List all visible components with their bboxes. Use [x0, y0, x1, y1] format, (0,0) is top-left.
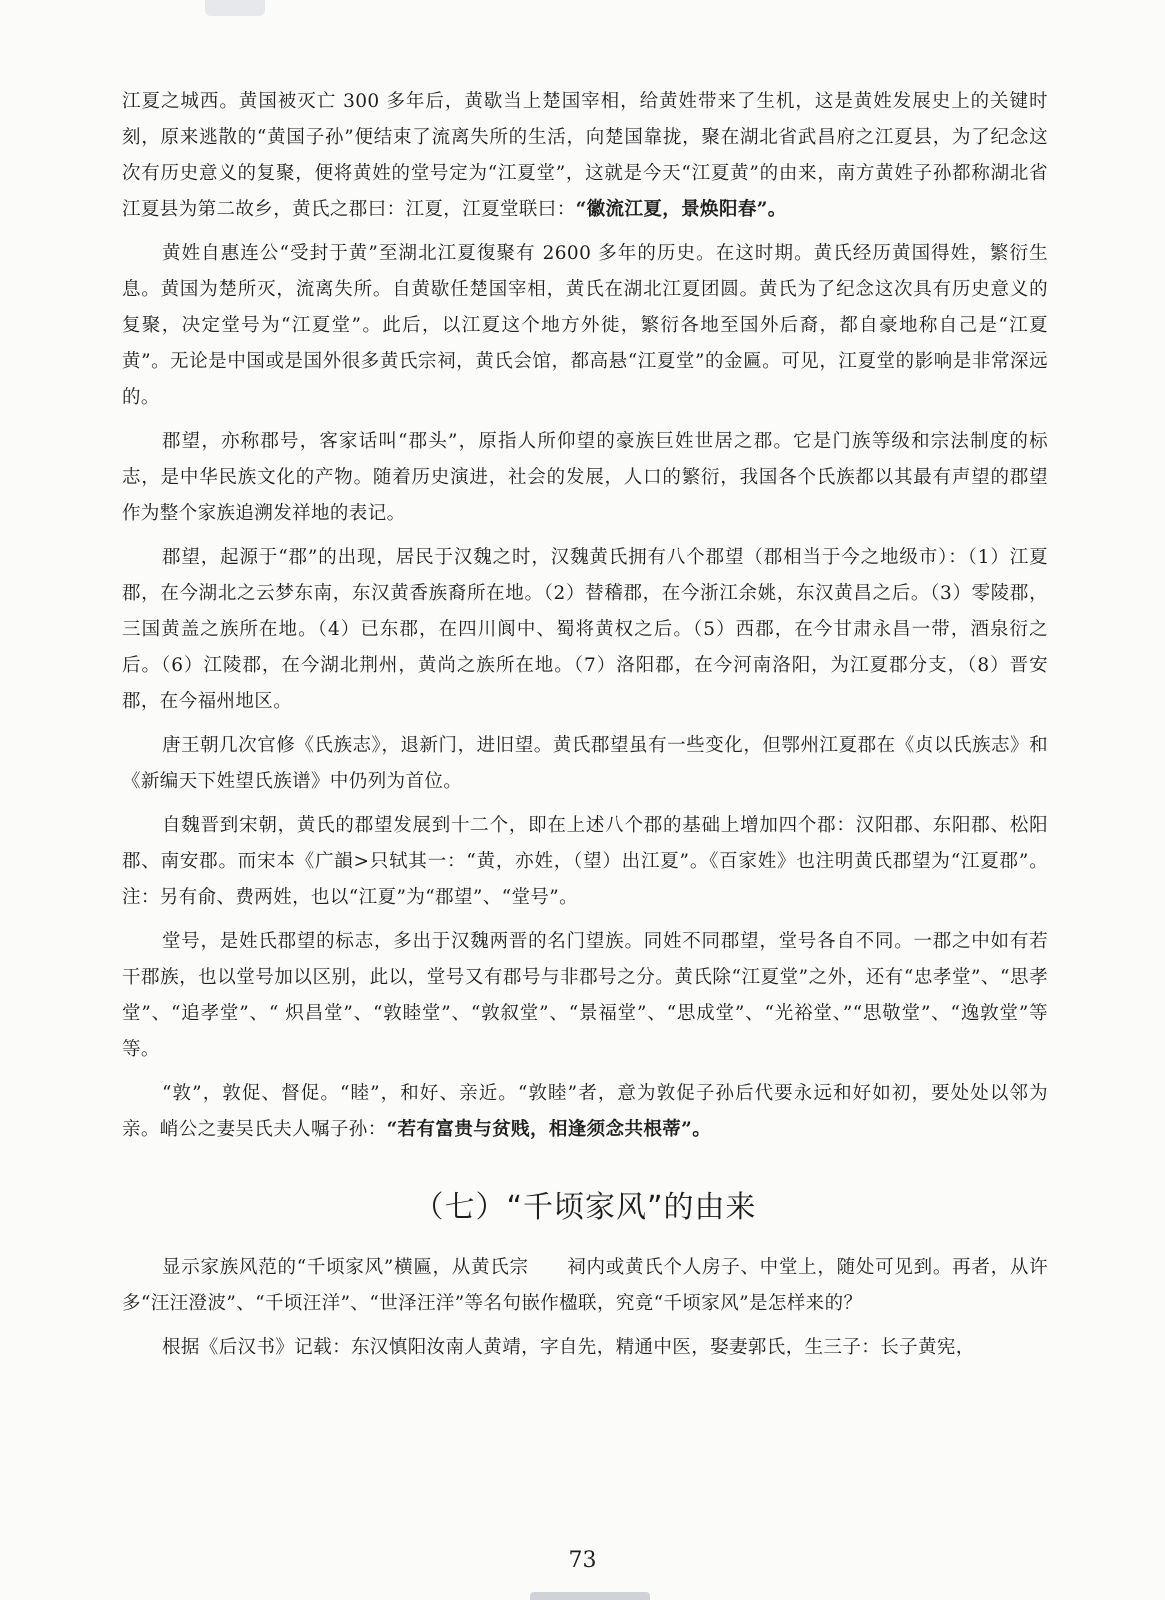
paragraph-text: 显示家族风范的“千顷家风”横匾，从黄氏宗 祠内或黄氏个人房子、中堂上，随处可见到。再者，从许多“汪汪澄波”、“千顷汪洋”、“世泽汪洋”等名句嵌作楹联，究竟“千顷家风”是怎样来的？	[122, 1257, 1048, 1314]
paragraph-text: 黄姓自惠连公“受封于黄”至湖北江夏復聚有 2600 多年的历史。在这时期。黄氏经历黄国得姓，繁衍生息。黄国为楚所灭，流离失所。自黄歇任楚国宰相，黄氏在湖北江夏团圆。黄氏为了纪念这次具有历史意义的复聚，决定堂号为“江夏堂”。此后，以江夏这个地方外徙，繁衍各地至国外后裔，都自豪地称自己是“江夏黄”。无论是中国或是国外很多黄氏宗祠，黄氏会馆，都高悬“江夏堂”的金匾。可见，江夏堂的影响是非常深远的。	[122, 243, 1048, 408]
paragraph-3	[122, 424, 1048, 532]
scan-artifact-bottom	[530, 1592, 650, 1600]
paragraph-1	[122, 84, 1048, 228]
paragraph-text: 自魏晋到宋朝，黄氏的郡望发展到十二个，即在上述八个郡的基础上增加四个郡：汉阳郡、东阳郡、松阳郡、南安郡。而宋本《广韻>只轼其一：“黄，亦姓，（望）出江夏”。《百家姓》也注明黄氏郡望为“江夏郡”。注：另有俞、费两姓，也以“江夏”为“郡望”、“堂号”。	[122, 815, 1048, 908]
paragraph-7	[122, 924, 1048, 1068]
paragraph-4	[122, 540, 1048, 720]
paragraph-9	[122, 1250, 1048, 1322]
ancestral-quote: “若有富贵与贫贱，相逢须念共根蒂”。	[386, 1119, 712, 1140]
paragraph-text: 堂号，是姓氏郡望的标志，多出于汉魏两晋的名门望族。同姓不同郡望，堂号各自不同。一郡之中如有若干郡族，也以堂号加以区别，此以，堂号又有郡号与非郡号之分。黄氏除“江夏堂”之外，还有“忠孝堂”、“思孝堂”、“追孝堂”、“ 炽昌堂”、“敦睦堂”、“敦叙堂”、“景福堂”、“思成堂”、“光裕堂、”“思敬堂”、“逸敦堂”等等。	[122, 931, 1048, 1060]
couplet-quote: “徽流江夏，景焕阳春”。	[575, 199, 787, 220]
paragraph-text: 郡望，起源于“郡”的出现，居民于汉魏之时，汉魏黄氏拥有八个郡望（郡相当于今之地级市）：（1）江夏郡，在今湖北之云梦东南，东汉黄香族裔所在地。（2）替稽郡，在今浙江余姚，东汉黄昌之后。（3）零陵郡，三国黄盖之族所在地。（4）已东郡，在四川阆中、蜀将黄权之后。（5）西郡，在今甘肃永昌一带，酒泉衍之后。（6）江陵郡，在今湖北荆州，黄尚之族所在地。（7）洛阳郡，在今河南洛阳，为江夏郡分支，（8）晋安郡，在今福州地区。	[122, 547, 1048, 712]
paragraph-2	[122, 236, 1048, 416]
paragraph-text: 唐王朝几次官修《氏族志》，退新门，进旧望。黄氏郡望虽有一些变化，但鄂州江夏郡在《贞以氏族志》和《新编天下姓望氏族谱》中仍列为首位。	[122, 735, 1048, 792]
paragraph-10	[122, 1330, 1048, 1366]
document-page	[122, 84, 1048, 1374]
paragraph-6	[122, 808, 1048, 916]
paragraph-text: “敦”，敦促、督促。“睦”，和好、亲近。“敦睦”者，意为敦促子孙后代要永远和好如初，要处处以邻为亲。峭公之妻吴氏夫人嘱子孙：	[122, 1083, 1048, 1140]
paragraph-text: 郡望，亦称郡号，客家话叫“郡头”，原指人所仰望的豪族巨姓世居之郡。它是门族等级和宗法制度的标志，是中华民族文化的产物。随着历史演进，社会的发展，人口的繁衍，我国各个氏族都以其最有声望的郡望作为整个家族追溯发祥地的表记。	[122, 431, 1048, 524]
paragraph-text: 江夏之城西。黄国被灭亡 300 多年后，黄歇当上楚国宰相，给黄姓带来了生机，这是黄姓发展史上的关键时刻，原来逃散的“黄国子孙”便结束了流离失所的生活，向楚国靠拢，聚在湖北省武昌府之江夏县，为了纪念这次有历史意义的复聚，便将黄姓的堂号定为“江夏堂”，这就是今天“江夏黄”的由来，南方黄姓子孙都称湖北省江夏县为第二故乡，黄氏之郡曰：江夏，江夏堂联曰：	[122, 91, 1048, 220]
scan-artifact-top	[205, 0, 265, 16]
paragraph-8	[122, 1076, 1048, 1148]
section-title: （七）“千顷家风”的由来	[413, 1190, 757, 1225]
page-number: 73	[568, 1548, 597, 1573]
paragraph-text: 根据《后汉书》记载：东汉慎阳汝南人黄靖，字自先，精通中医，娶妻郭氏，生三子：长子黄宪，	[162, 1337, 975, 1358]
paragraph-5	[122, 728, 1048, 800]
